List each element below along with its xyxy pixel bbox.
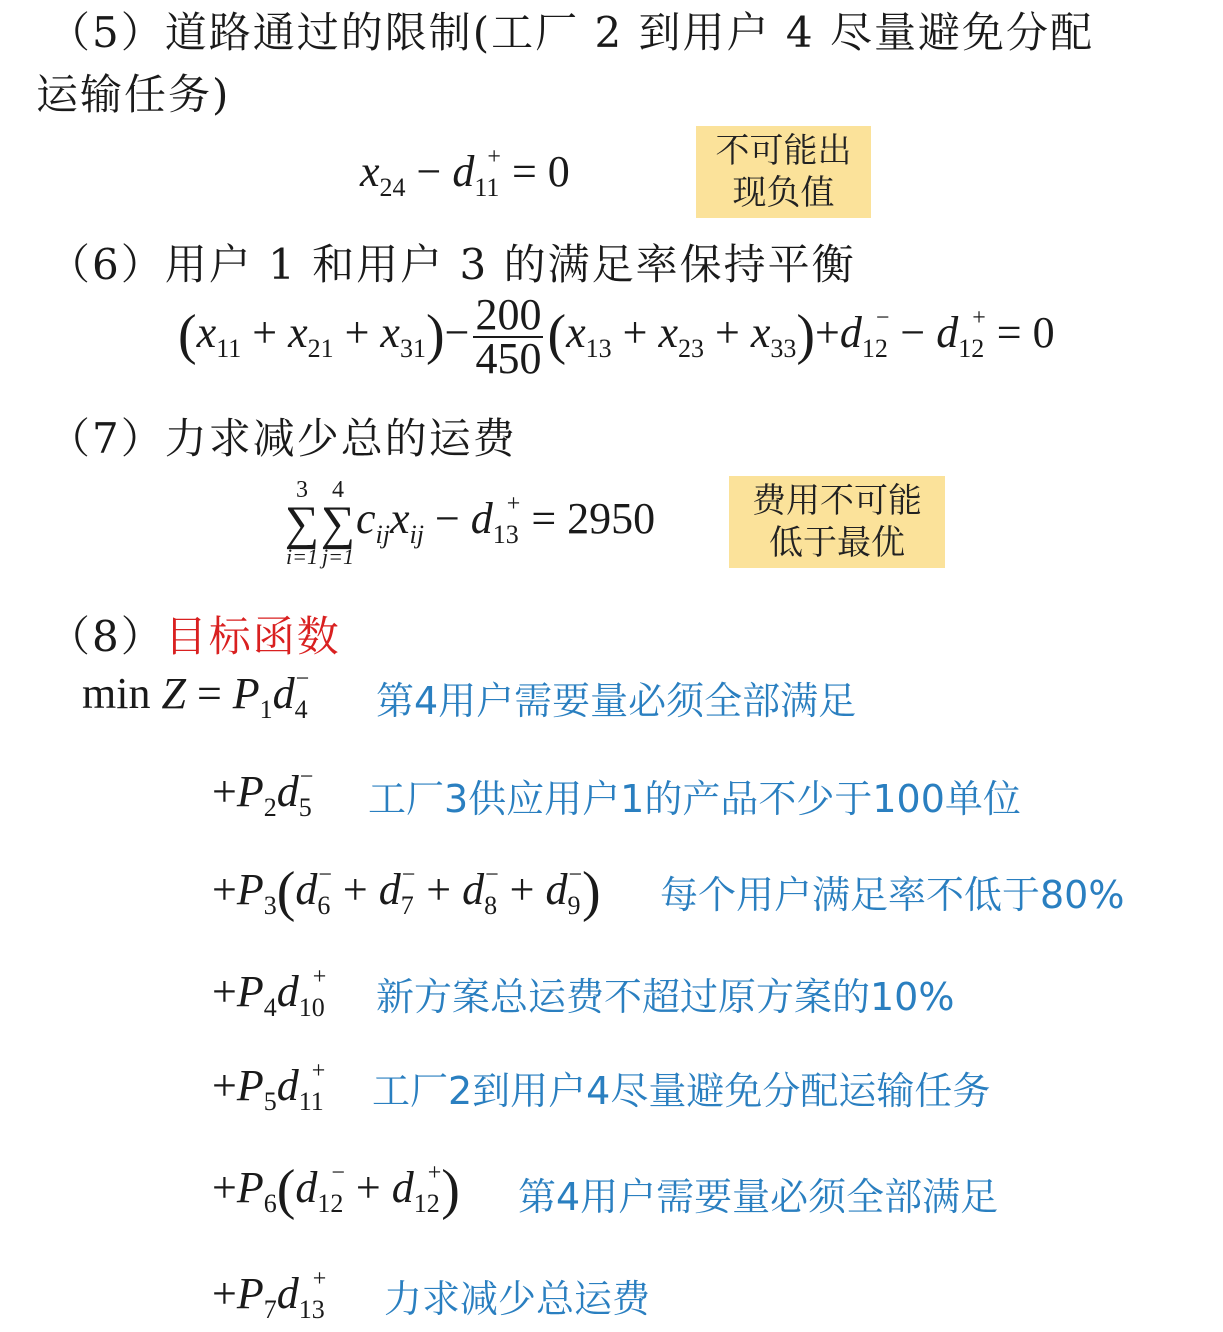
objective-row-1: $\min Z = P_1d_4^-$ <box>82 666 310 724</box>
section-7-heading: （7）力求减少总的运费 <box>48 414 517 463</box>
sum-i: 3 ∑ i=1 <box>284 477 320 569</box>
section-8-title: 目标函数 <box>164 612 341 661</box>
comment-2: 工厂3供应用户1的产品不少于100单位 <box>368 777 1021 821</box>
equation-7: 3 ∑ i=1 4 ∑ j=1 $c_{ij}x_{ij} - d_{13}^+ = 2950$ <box>284 477 656 569</box>
sum-lower: j=1 <box>322 544 354 569</box>
equation-5: $x_{24} - d_{11}^+ = 0$ <box>360 144 570 202</box>
objective-row-6: $+P_6(d_{12}^- + d_{12}^+)$ <box>212 1159 460 1221</box>
comment-7: 力求减少总运费 <box>384 1277 651 1321</box>
note-cost-lower-bound <box>729 476 945 568</box>
note-line: 费用不可能 <box>752 481 922 521</box>
eq6-rhs: 0 <box>1032 308 1055 358</box>
sum-upper: 4 <box>332 477 344 503</box>
min-label: min <box>82 669 151 718</box>
section-5-heading-cont: 运输任务) <box>36 70 231 119</box>
objective-row-2: $+P_2d_5^-$ <box>212 764 314 822</box>
note-nonnegative <box>696 126 871 218</box>
fraction-denominator: 450 <box>475 334 542 383</box>
sum-upper: 3 <box>296 477 308 503</box>
section-8-number: （8） <box>48 612 165 661</box>
comment-6: 第4用户需要量必须全部满足 <box>518 1175 999 1219</box>
fraction <box>473 290 543 383</box>
objective-row-3: $+P_3(d_6^- + d_7^- + d_8^- + d_9^-)$ <box>212 861 601 923</box>
objective-row-4: $+P_4d_{10}^+$ <box>212 964 327 1022</box>
fraction-numerator: 200 <box>475 290 542 339</box>
note-line: 低于最优 <box>769 523 905 563</box>
sum-j: 4 ∑ j=1 <box>320 477 356 569</box>
objective-row-7: $+P_7d_{13}^+$ <box>212 1266 327 1324</box>
section-8-heading <box>48 604 341 664</box>
comment-3: 每个用户满足率不低于80% <box>660 873 1125 917</box>
sum-lower: i=1 <box>286 544 318 569</box>
objective-row-5: $+P_5d_{11}^+$ <box>212 1058 326 1116</box>
comment-5: 工厂2到用户4尽量避免分配运输任务 <box>372 1069 991 1113</box>
equation-6: $(x_{11} + x_{21} + x_{31})-$ $\frac{200}{450}$ $(x_{13} + x_{23} + x_{33})+d_{12}^- - d_{12}^+ = 0$ <box>178 290 1055 383</box>
eq5-rhs: 0 <box>547 147 570 196</box>
comment-4: 新方案总运费不超过原方案的10% <box>376 975 955 1019</box>
note-line: 现负值 <box>732 173 835 213</box>
section-6-heading: （6）用户 1 和用户 3 的满足率保持平衡 <box>48 240 856 289</box>
comment-1: 第4用户需要量必须全部满足 <box>376 679 857 723</box>
note-line: 不可能出 <box>715 131 852 171</box>
section-5-heading: （5）道路通过的限制(工厂 2 到用户 4 尽量避免分配 <box>48 8 1094 57</box>
eq7-rhs: 2950 <box>567 494 656 544</box>
